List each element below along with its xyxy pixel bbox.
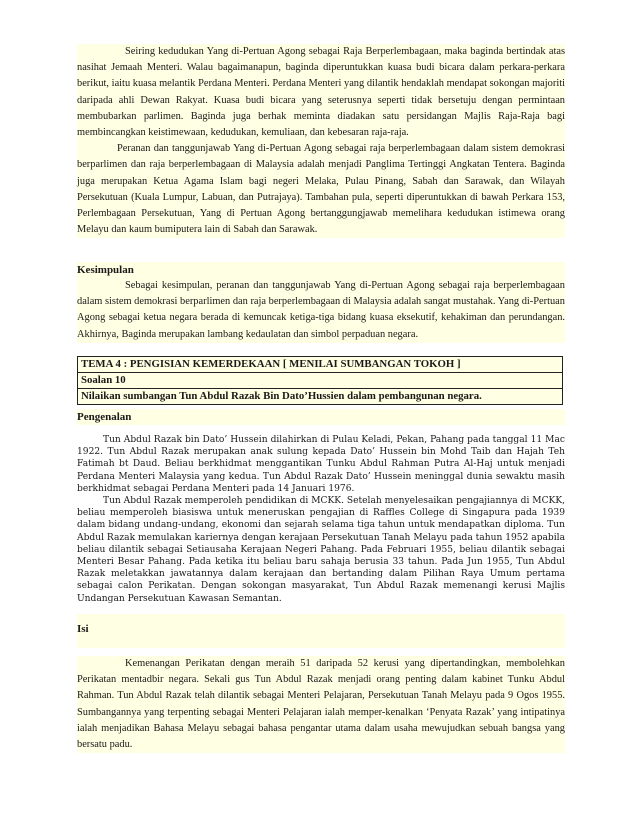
kesimpulan-heading: Kesimpulan <box>77 264 134 276</box>
paragraph-1-text: Seiring kedudukan Yang di-Pertuan Agong sebagai Raja Berperlembagaan, maka baginda bertindak atas nasihat Jemaah Menteri. Walau bagaimanapun, baginda diperuntukkan kuasa budi bicara dalam perkara-perkara berikut, iaitu kuasa melantik Perdana Menteri. Perdana Menteri yang dilantik hendaklah mendapat sokongan majoriti daripada ahli Dewan Rakyat. Kuasa budi bicara yang seterusnya seperti tidak bersetuju dengan permintaan membubarkan parlimen. Baginda juga berhak meminta diadakan satu persidangan Majlis Raja-Raja bagi membincangkan keistimewaan, kedudukan, kemuliaan, dan kebesaran raja-raja. <box>77 46 565 139</box>
isi-body <box>77 656 565 753</box>
tema-title: TEMA 4 : PENGISIAN KEMERDEKAAN [ MENILAI SUMBANGAN TOKOH ] <box>78 357 562 373</box>
kesimpulan-text: Sebagai kesimpulan, peranan dan tanggunjawab Yang di-Pertuan Agong sebagai raja berperlembagaan dalam sistem demokrasi berparlimen dan raja berperlembagaan di Malaysia adalah sangat mustahak. Yang di-Pertuan Agong sebagai ketua negara berada di kemuncak ketiga-tiga bidang kuasa eksekutif, kehakiman dan perundangan. Akhirnya, Baginda merupakan lambang kedaulatan dan simbol perpaduan negara. <box>77 280 565 340</box>
question-text: Nilaikan sumbangan Tun Abdul Razak Bin Dato’Hussien dalam pembangunan negara. <box>81 390 482 402</box>
pengenalan-paragraph-1: Tun Abdul Razak bin Dato’ Hussein dilahirkan di Pulau Keladi, Pekan, Pahang pada tanggal 11 Mac 1922. Tun Abdul Razak merupakan anak sulung kepada Dato’ Hussein bin Mohd Taib dan Hajah Teh Fatimah bt Daud. Beliau berkhidmat menggantikan Tunku Abdul Rahman Putra Al-Haj untuk menjadi Perdana Menteri Malaysia yang kedua. Tun Abdul Razak Dato’ Hussein meninggal dunia sewaktu masih berkhidmat sebagai Perdana Menteri pada 14 Januari 1976. <box>77 435 565 494</box>
tema-box <box>77 356 563 405</box>
isi-section <box>77 614 565 648</box>
isi-heading: Isi <box>77 623 89 635</box>
pengenalan-paragraph-2: Tun Abdul Razak memperoleh pendidikan di MCKK. Setelah menyelesaikan pengajiannya di MCKK, beliau memperoleh biasiswa untuk meneruskan pengajian di Raffles College di Singapura pada 1939 dalam bidang undang-undang, ekonomi dan sejarah selama tiga tahun untuk mendapatkan diploma. Tun Abdul Razak memulakan kariernya dengan kerajaan Persekutuan Tanah Melayu pada tahun 1952 apabila beliau dilantik sebagai Setiausaha Kerajaan Negeri Pahang. Pada Februari 1955, beliau dilantik sebagai Menteri Besar Pahang. Pada ketika itu beliau baru sahaja berusia 33 tahun. Pada Jun 1955, Tun Abdul Razak meletakkan jawatannya dalam kerajaan dan bertanding dalam Pilihan Raya Umum pertama sebagai calon Perikatan. Dengan sokongan masyarakat, Tun Abdul Razak memenangi kerusi Majlis Undangan Persekutuan Kawasan Semantan. <box>77 496 565 604</box>
soalan-label: Soalan 10 <box>78 373 562 389</box>
isi-text: Kemenangan Perikatan dengan meraih 51 daripada 52 kerusi yang dipertandingkan, membolehkan Perikatan mentadbir negara. Sekali gus Tun Abdul Razak menjadi orang penting dalam kabinet Tunku Abdul Rahman. Tun Abdul Razak telah dilantik sebagai Menteri Pelajaran, Persekutuan Tanah Melayu pada 9 Ogos 1955. Sumbangannya yang terpenting sebagai Menteri Pelajaran ialah memper-kenalkan ‘Penyata Razak’ yang intipatinya ialah menjadikan Bahasa Melayu sebagai bahasa pengantar utama dalam usaha mewujudkan sebuah bangsa yang bersatu padu. <box>77 658 565 751</box>
pengenalan-heading: Pengenalan <box>77 411 132 423</box>
paragraph-2-text: Peranan dan tanggunjawab Yang di-Pertuan Agong sebagai raja berperlembagaan dalam sistem demokrasi berparlimen dan raja berperlembagaan di Malaysia adalah menjadi Panglima Tertinggi Angkatan Tentera. Baginda juga merupakan Ketua Agama Islam bagi negeri Melaka, Pulau Pinang, Sabah dan Sarawak, dan Wilayah Persekutuan (Kuala Lumpur, Labuan, dan Putrajaya). Tambahan pula, seperti diperuntukkan di bawah Perkara 153, Perlembagaan Persekutuan, Yang di Pertuan Agong bertanggungjawab memelihara kedudukan istimewa orang Melayu dan kaum bumiputera lain di Sabah dan Sarawak. <box>77 143 565 236</box>
paragraph-agong-powers <box>77 44 565 238</box>
pengenalan-body <box>77 434 565 605</box>
kesimpulan-section <box>77 262 565 343</box>
pengenalan-section <box>77 409 565 425</box>
